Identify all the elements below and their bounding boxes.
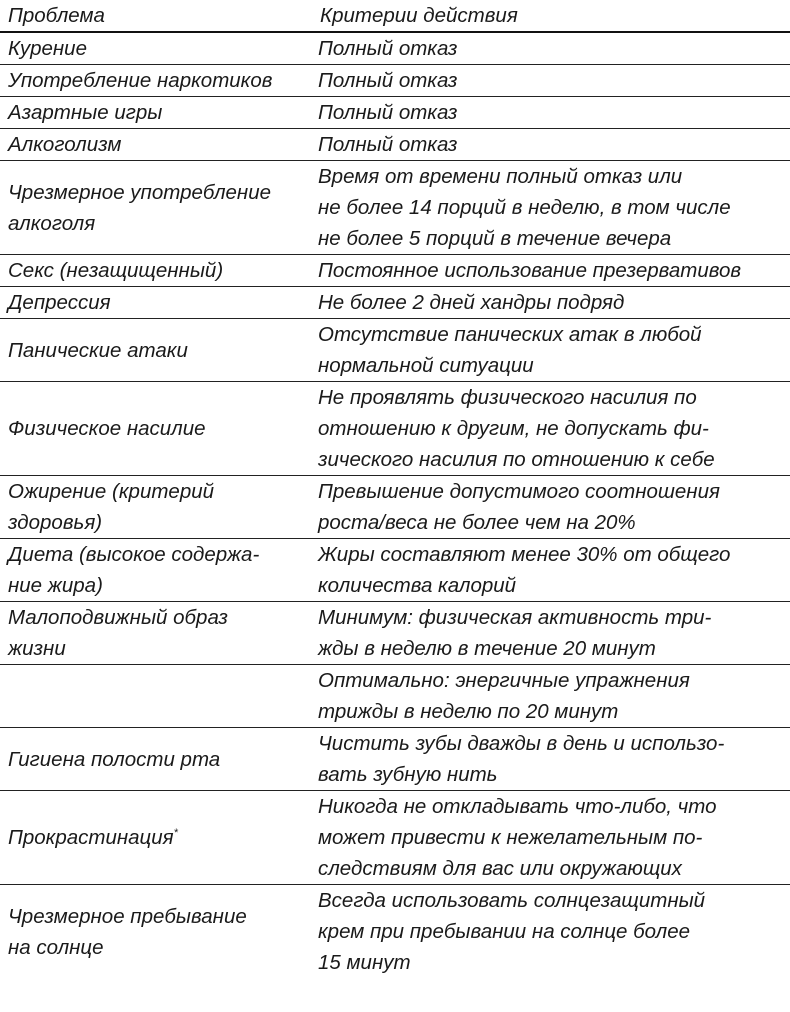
table-row xyxy=(0,382,790,476)
criteria-cell xyxy=(312,161,790,255)
table-row xyxy=(0,728,790,791)
problem-text: Употребление наркотиков xyxy=(8,69,273,92)
criteria-text: жды в неделю в течение 20 минут xyxy=(318,637,656,660)
table-row xyxy=(0,476,790,539)
problem-cell xyxy=(0,476,312,539)
problem-text: на солнце xyxy=(8,935,104,959)
problem-cell xyxy=(0,791,312,885)
criteria-cell xyxy=(312,287,790,319)
criteria-cell xyxy=(312,885,790,979)
criteria-text: Полный отказ xyxy=(318,133,458,156)
table-row xyxy=(0,791,790,885)
criteria-cell xyxy=(312,476,790,539)
problem-text: Алкоголизм xyxy=(8,133,122,156)
table-row xyxy=(0,255,790,287)
problem-cell xyxy=(0,319,312,382)
problem-cell xyxy=(0,255,312,287)
criteria-text: Время от времени полный отказ или xyxy=(318,165,683,188)
header-row xyxy=(0,0,790,32)
criteria-text: Не проявлять физического насилия по xyxy=(318,386,697,409)
criteria-text: Полный отказ xyxy=(318,69,458,92)
problem-text: Чрезмерное пребывание xyxy=(8,904,247,928)
criteria-text: вать зубную нить xyxy=(318,763,498,786)
criteria-cell xyxy=(312,32,790,65)
problem-text: Гигиена полости рта xyxy=(8,747,221,771)
table-row xyxy=(0,539,790,602)
problem-text: Панические атаки xyxy=(8,338,188,362)
criteria-cell xyxy=(312,791,790,885)
problem-cell xyxy=(0,665,312,728)
table-row xyxy=(0,602,790,665)
criteria-text: не более 14 порций в неделю, в том числе xyxy=(318,196,731,219)
criteria-text: Чистить зубы дважды в день и использо- xyxy=(318,732,725,755)
problem-cell xyxy=(0,287,312,319)
problem-cell xyxy=(0,97,312,129)
problem-cell xyxy=(0,382,312,476)
criteria-cell xyxy=(312,129,790,161)
criteria-text: Никогда не откладывать что-либо, что xyxy=(318,795,717,818)
footnote-marker: * xyxy=(173,827,178,840)
table-body xyxy=(0,32,790,978)
problem-cell xyxy=(0,32,312,65)
criteria-cell xyxy=(312,539,790,602)
criteria-text: Оптимально: энергичные упражнения xyxy=(318,669,690,692)
criteria-text: Не более 2 дней хандры подряд xyxy=(318,291,625,314)
criteria-text: зического насилия по отношению к себе xyxy=(318,448,715,471)
problem-text: Чрезмерное употребление xyxy=(8,180,272,204)
criteria-cell xyxy=(312,728,790,791)
criteria-cell xyxy=(312,319,790,382)
problem-cell xyxy=(0,602,312,665)
criteria-text: не более 5 порций в течение вечера xyxy=(318,227,672,250)
problem-text: Физическое насилие xyxy=(8,417,206,440)
problem-cell xyxy=(0,728,312,791)
header-criteria: Критерии действия xyxy=(312,0,790,32)
criteria-cell xyxy=(312,255,790,287)
criteria-text: Полный отказ xyxy=(318,37,458,60)
criteria-cell xyxy=(312,382,790,476)
criteria-cell xyxy=(312,65,790,97)
criteria-text: может привести к нежелательным по- xyxy=(318,826,703,849)
criteria-text: Отсутствие панических атак в любой xyxy=(318,323,702,346)
table-header xyxy=(0,0,790,32)
criteria-text: нормальной ситуации xyxy=(318,354,534,377)
table-row xyxy=(0,161,790,255)
table-row xyxy=(0,129,790,161)
problem-text: Депрессия xyxy=(8,291,111,314)
criteria-text: Жиры составляют менее 30% от общего xyxy=(318,543,731,566)
problem-text: Диета (высокое содержа- xyxy=(8,543,260,566)
criteria-text: 15 минут xyxy=(318,951,411,974)
table-row xyxy=(0,665,790,728)
problem-text: Секс (незащищенный) xyxy=(8,259,224,282)
problem-text: ние жира) xyxy=(8,574,103,597)
criteria-text: крем при пребывании на солнце более xyxy=(318,920,690,943)
problem-text: здоровья) xyxy=(8,511,103,534)
criteria-text: трижды в неделю по 20 минут xyxy=(318,700,619,723)
criteria-text: следствиям для вас или окружающих xyxy=(318,857,682,880)
table-row xyxy=(0,97,790,129)
problem-text: Ожирение (критерий xyxy=(8,480,215,503)
table-row xyxy=(0,287,790,319)
criteria-text: роста/веса не более чем на 20% xyxy=(318,511,636,534)
problem-text: Курение xyxy=(8,37,87,60)
table-row xyxy=(0,885,790,979)
problem-text: жизни xyxy=(8,637,66,660)
problem-cell xyxy=(0,129,312,161)
criteria-cell xyxy=(312,97,790,129)
problem-text: Малоподвижный образ xyxy=(8,606,228,629)
problem-cell xyxy=(0,539,312,602)
problem-cell xyxy=(0,161,312,255)
table-row xyxy=(0,32,790,65)
problem-text: Прокрастинация xyxy=(8,826,174,849)
problem-text: Азартные игры xyxy=(8,101,163,124)
criteria-text: Постоянное использование презервативов xyxy=(318,259,742,282)
criteria-text: Всегда использовать солнцезащитный xyxy=(318,889,706,912)
criteria-cell xyxy=(312,665,790,728)
criteria-text: Минимум: физическая активность три- xyxy=(318,606,712,629)
criteria-text: Превышение допустимого соотношения xyxy=(318,480,720,503)
criteria-text: отношению к другим, не допускать фи- xyxy=(318,417,709,440)
criteria-text: количества калорий xyxy=(318,574,517,597)
table-row xyxy=(0,65,790,97)
header-problem: Проблема xyxy=(0,0,312,32)
criteria-cell xyxy=(312,602,790,665)
problem-cell xyxy=(0,885,312,979)
problem-cell xyxy=(0,65,312,97)
table-row xyxy=(0,319,790,382)
criteria-text: Полный отказ xyxy=(318,101,458,124)
problem-text: алкоголя xyxy=(8,211,96,235)
